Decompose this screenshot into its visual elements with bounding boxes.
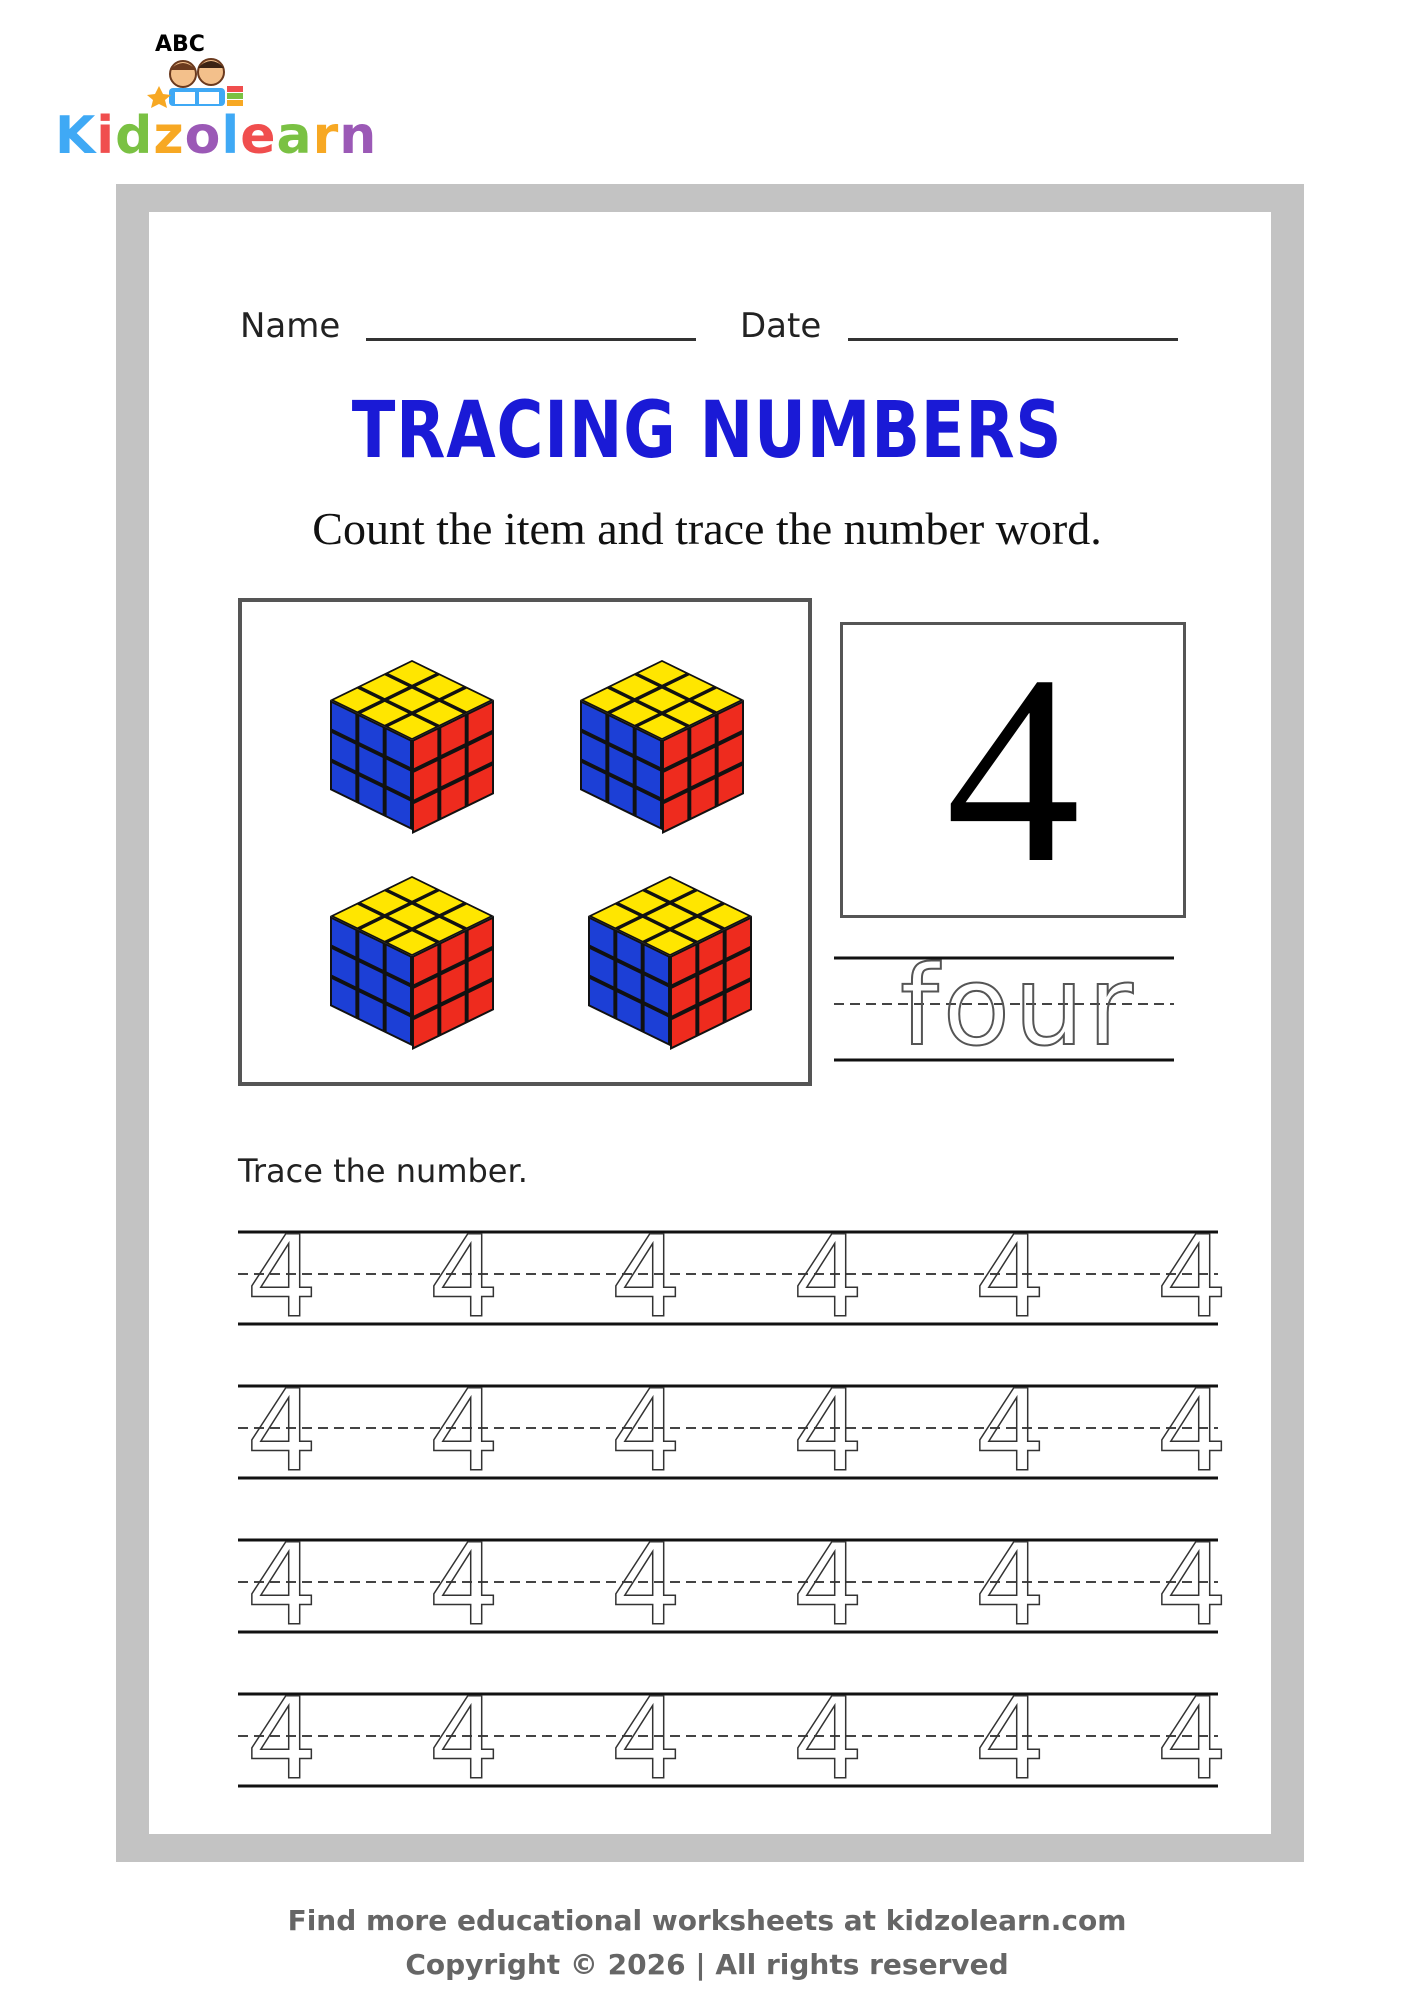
trace-row[interactable] [238, 1213, 1228, 1343]
trace-digit: 4 [974, 1367, 1046, 1497]
trace-digit: 4 [610, 1675, 682, 1805]
trace-digit: 4 [428, 1675, 500, 1805]
trace-guide-lines [238, 1521, 1218, 1651]
logo-letter: o [184, 106, 222, 166]
number-word-trace-area[interactable] [834, 942, 1184, 1070]
trace-row[interactable] [238, 1521, 1228, 1651]
logo-letter: a [276, 106, 313, 166]
logo-wordmark [55, 106, 377, 166]
trace-digit: 4 [974, 1521, 1046, 1651]
rubiks-cube-icon [322, 652, 502, 842]
logo-letter: i [96, 106, 116, 166]
trace-guide-lines [238, 1675, 1218, 1805]
trace-digit: 4 [1156, 1213, 1228, 1343]
logo-letter: e [240, 106, 277, 166]
trace-digit: 4 [1156, 1367, 1228, 1497]
trace-digit: 4 [792, 1521, 864, 1651]
number-display: 4 [945, 620, 1081, 919]
footer-copyright: Copyright © 2026 | All rights reserved [405, 1948, 1009, 1981]
trace-digit: 4 [428, 1213, 500, 1343]
trace-digit: 4 [610, 1367, 682, 1497]
logo-abc-text: ABC [155, 32, 205, 57]
items-to-count-box [238, 598, 812, 1086]
trace-digit: 4 [974, 1675, 1046, 1805]
trace-digit: 4 [792, 1213, 864, 1343]
number-box [840, 622, 1186, 918]
instruction-text: Count the item and trace the number word. [312, 503, 1102, 554]
number-word-trace-text: four [900, 942, 1137, 1070]
rubiks-cube-icon [322, 868, 502, 1058]
rubiks-cube-icon [572, 652, 752, 842]
trace-digit: 4 [1156, 1521, 1228, 1651]
trace-digit: 4 [428, 1521, 500, 1651]
name-field[interactable] [366, 338, 696, 341]
logo-letter: K [55, 106, 97, 166]
trace-guide-lines [238, 1367, 1218, 1497]
logo-letter: n [339, 106, 378, 166]
trace-digit: 4 [610, 1213, 682, 1343]
logo-letter: r [312, 106, 340, 166]
trace-digit: 4 [246, 1675, 318, 1805]
logo-letter: z [153, 106, 185, 166]
trace-digit: 4 [792, 1675, 864, 1805]
trace-row[interactable] [238, 1367, 1228, 1497]
date-field[interactable] [848, 338, 1178, 341]
trace-section-label: Trace the number. [238, 1152, 528, 1190]
date-label: Date [740, 306, 822, 346]
footer-link-text[interactable]: Find more educational worksheets at kidzolearn.com [287, 1904, 1127, 1937]
logo-letter: l [221, 106, 241, 166]
kids-reading-icon [55, 28, 335, 108]
trace-digit: 4 [246, 1213, 318, 1343]
worksheet-title: TRACING NUMBERS [351, 386, 1063, 476]
kidzolearn-logo[interactable] [55, 28, 378, 168]
trace-row[interactable] [238, 1675, 1228, 1805]
trace-digit: 4 [792, 1367, 864, 1497]
trace-digit: 4 [246, 1521, 318, 1651]
trace-digit: 4 [246, 1367, 318, 1497]
logo-letter: d [115, 106, 154, 166]
trace-digit: 4 [974, 1213, 1046, 1343]
trace-digit: 4 [1156, 1675, 1228, 1805]
trace-digit: 4 [610, 1521, 682, 1651]
trace-digit: 4 [428, 1367, 500, 1497]
rubiks-cube-icon [580, 868, 760, 1058]
name-label: Name [240, 306, 341, 346]
trace-guide-lines [238, 1213, 1218, 1343]
